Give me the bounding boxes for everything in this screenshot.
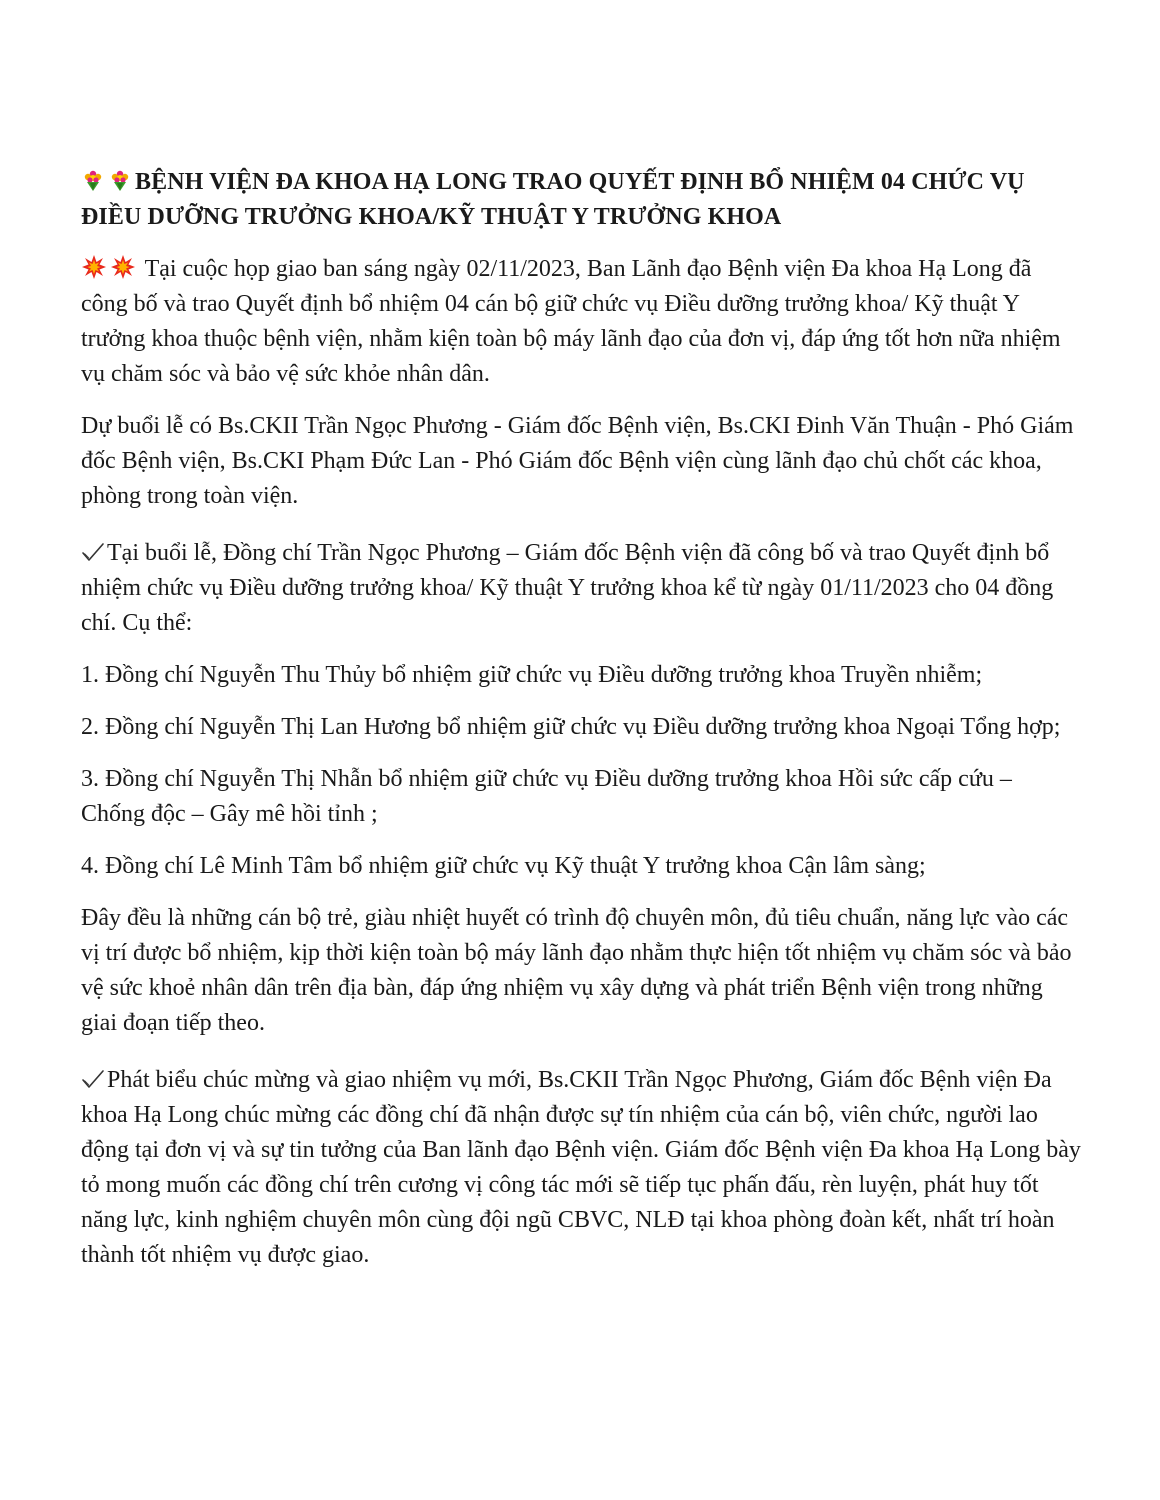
appointment-item: 4. Đồng chí Lê Minh Tâm bổ nhiệm giữ chức vụ Kỹ thuật Y trưởng khoa Cận lâm sàng; bbox=[81, 853, 926, 879]
collision-boom-icon bbox=[110, 254, 136, 280]
appointment-item: 2. Đồng chí Nguyễn Thị Lan Hương bổ nhiệm giữ chức vụ Điều dưỡng trưởng khoa Ngoại Tổng hợp; bbox=[81, 714, 1061, 740]
intro-text: Tại cuộc họp giao ban sáng ngày 02/11/2023, Ban Lãnh đạo Bệnh viện Đa khoa Hạ Long đã công bố và trao Quyết định bổ nhiệm 04 cán bộ giữ chức vụ Điều dưỡng trưởng khoa/ Kỹ thuật Y trưởng khoa thuộc bệnh viện, nhằm kiện toàn bộ máy lãnh đạo của đơn vị, đáp ứng tốt hơn nữa nhiệm vụ chăm sóc và bảo vệ sức khỏe nhân dân. bbox=[81, 256, 1061, 387]
check-mark-icon bbox=[81, 539, 105, 561]
bouquet-flower-icon bbox=[108, 168, 132, 192]
article bbox=[81, 165, 1081, 1290]
announcement-paragraph bbox=[81, 536, 1081, 641]
attendees-paragraph: Dự buổi lễ có Bs.CKII Trần Ngọc Phương - Giám đốc Bệnh viện, Bs.CKI Đinh Văn Thuận - Phó Giám đốc Bệnh viện, Bs.CKI Phạm Đức Lan - Phó Giám đốc Bệnh viện cùng lãnh đạo chủ chốt các khoa, phòng trong toàn viện. bbox=[81, 413, 1074, 509]
announcement-text: Tại buổi lễ, Đồng chí Trần Ngọc Phương – Giám đốc Bệnh viện đã công bố và trao Quyết định bổ nhiệm chức vụ Điều dưỡng trưởng khoa/ Kỹ thuật Y trưởng khoa kể từ ngày 01/11/2023 cho 04 đồng chí. Cụ thể: bbox=[81, 540, 1054, 636]
article-title-text: BỆNH VIỆN ĐA KHOA HẠ LONG TRAO QUYẾT ĐỊNH BỔ NHIỆM 04 CHỨC VỤ ĐIỀU DƯỠNG TRƯỞNG KHOA/KỸ THUẬT Y TRƯỞNG KHOA bbox=[81, 169, 1025, 230]
assessment-paragraph: Đây đều là những cán bộ trẻ, giàu nhiệt huyết có trình độ chuyên môn, đủ tiêu chuẩn, năng lực vào các vị trí được bổ nhiệm, kịp thời kiện toàn bộ máy lãnh đạo nhằm thực hiện tốt nhiệm vụ chăm sóc và bảo vệ sức khoẻ nhân dân trên địa bàn, đáp ứng nhiệm vụ xây dựng và phát triển Bệnh viện trong những giai đoạn tiếp theo. bbox=[81, 905, 1072, 1036]
appointment-item: 1. Đồng chí Nguyễn Thu Thủy bổ nhiệm giữ chức vụ Điều dưỡng trưởng khoa Truyền nhiễm; bbox=[81, 662, 983, 688]
bouquet-flower-icon bbox=[81, 168, 105, 192]
intro-paragraph bbox=[81, 252, 1081, 392]
check-mark-icon bbox=[81, 1066, 105, 1088]
article-title bbox=[81, 165, 1081, 235]
speech-text: Phát biểu chúc mừng và giao nhiệm vụ mới, Bs.CKII Trần Ngọc Phương, Giám đốc Bệnh viện Đa khoa Hạ Long chúc mừng các đồng chí đã nhận được sự tín nhiệm của cán bộ, viên chức, người lao động tại đơn vị và sự tin tưởng của Ban lãnh đạo Bệnh viện. Giám đốc Bệnh viện Đa khoa Hạ Long bày tỏ mong muốn các đồng chí trên cương vị công tác mới sẽ tiếp tục phấn đấu, rèn luyện, phát huy tốt năng lực, kinh nghiệm chuyên môn cùng đội ngũ CBVC, NLĐ tại khoa phòng đoàn kết, nhất trí hoàn thành tốt nhiệm vụ được giao. bbox=[81, 1067, 1081, 1268]
collision-boom-icon bbox=[81, 254, 107, 280]
appointment-item: 3. Đồng chí Nguyễn Thị Nhẫn bổ nhiệm giữ chức vụ Điều dưỡng trưởng khoa Hồi sức cấp cứu – Chống độc – Gây mê hồi tỉnh ; bbox=[81, 766, 1012, 827]
speech-paragraph bbox=[81, 1063, 1081, 1273]
